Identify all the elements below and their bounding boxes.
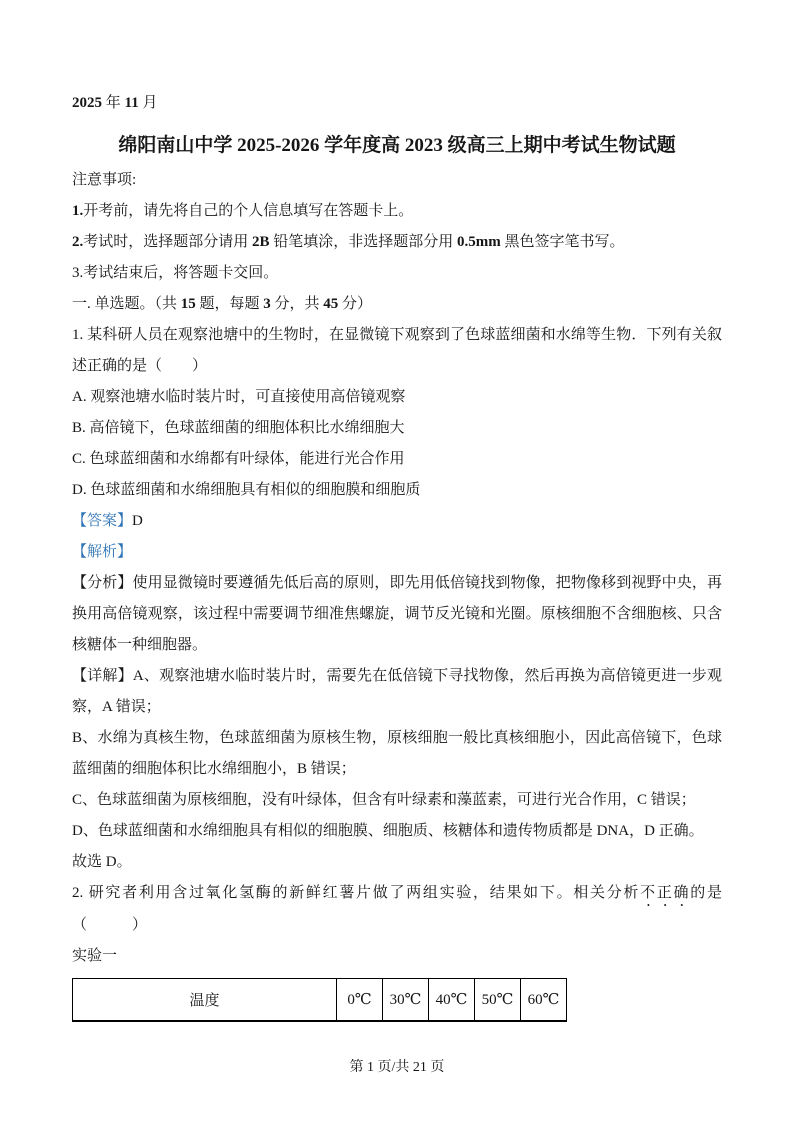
text-segment: 2. 研究者利用含过氧化氢酶的新鲜红薯片做了两组实验，结果如下。相关分析	[72, 885, 641, 901]
text-segment: 题，每题	[195, 296, 264, 312]
text-segment: 15	[180, 296, 196, 312]
table-cell-temp-3: 50℃	[475, 979, 521, 1022]
text-segment: 【答案】	[72, 513, 133, 529]
question-1-detail-d: D、色球蓝细菌和水绵细胞具有相似的细胞膜、细胞质、核糖体和遗传物质都是 DNA，D 正确。	[72, 823, 704, 839]
text-segment: 考试时，选择题部分请用	[83, 234, 253, 250]
question-1-answer-line	[72, 506, 722, 537]
question-1-detail-b: B、水绵为真核生物，色球蓝细菌为原核生物，原核细胞一般比真核细胞小，因此高倍镜下，色球蓝细菌的细胞体积比水绵细胞小，B 错误；	[72, 730, 722, 777]
question-1-analysis: 【分析】使用显微镜时要遵循先低后高的原则，即先用低倍镜找到物像，把物像移到视野中央，再换用高倍镜观察，该过程中需要调节细准焦螺旋，调节反光镜和光圈。原核细胞不含细胞核、只含核糖体一种细胞器。	[72, 575, 722, 653]
text-segment: 年	[102, 95, 125, 111]
temperature-table-row	[73, 979, 567, 1022]
question-1-stem: 1. 某科研人员在观察池塘中的生物时，在显微镜下观察到了色球蓝细菌和水绵等生物．下列有关叙述正确的是（ ）	[72, 327, 722, 374]
notice-item-1	[72, 196, 722, 227]
text-segment: 分，共	[270, 296, 324, 312]
text-segment: 月	[138, 95, 158, 111]
text-segment: 开考前，请先将自己的个人信息填写在答题卡上。	[83, 203, 414, 219]
table-cell-temp-1: 30℃	[383, 979, 429, 1022]
text-segment: 2.	[72, 234, 84, 250]
notice-item-2	[72, 227, 722, 258]
text-segment: 不正确	[640, 885, 691, 901]
question-1-conclusion: 故选 D。	[72, 854, 132, 870]
notice-item-3: 3.考试结束后，将答题卡交回。	[72, 265, 279, 281]
question-1-option-c: C. 色球蓝细菌和水绵都有叶绿体，能进行光合作用	[72, 451, 405, 467]
question-1-detail-c: C、色球蓝细菌为原核细胞，没有叶绿体，但含有叶绿素和藻蓝素，可进行光合作用，C 错误；	[72, 792, 696, 808]
text-segment: 铅笔填涂，非选择题部分用	[269, 234, 458, 250]
section-1-heading	[72, 289, 722, 320]
text-segment: 3	[263, 296, 271, 312]
text-segment: 2B	[252, 234, 270, 250]
table-cell-temp-0: 0℃	[337, 979, 383, 1022]
question-1-option-b: B. 高倍镜下，色球蓝细菌的细胞体积比水绵细胞大	[72, 420, 405, 436]
question-1-detail-a: 【详解】A、观察池塘水临时装片时，需要先在低倍镜下寻找物像，然后再换为高倍镜更进一步观察，A 错误；	[72, 668, 722, 715]
page-footer: 第 1 页/共 21 页	[349, 1060, 445, 1075]
question-2-stem	[72, 878, 722, 941]
table-cell-temp-4: 60℃	[521, 979, 567, 1022]
text-segment: 0.5mm	[457, 234, 501, 250]
table-row-header: 温度	[73, 979, 337, 1022]
text-segment: 2025	[72, 95, 102, 111]
text-segment: 【解析】	[72, 544, 133, 560]
text-segment: 的是（ ）	[72, 885, 722, 933]
text-segment: 一. 单选题。（共	[72, 296, 181, 312]
text-segment: 11	[124, 95, 139, 111]
question-1-option-d: D. 色球蓝细菌和水绵细胞具有相似的细胞膜和细胞质	[72, 482, 421, 498]
text-segment: 1.	[72, 203, 84, 219]
temperature-table	[72, 978, 567, 1022]
experiment-1-label: 实验一	[72, 948, 118, 964]
question-1-analysis-label	[72, 537, 722, 568]
text-segment: 黑色签字笔书写。	[500, 234, 625, 250]
exam-title: 绵阳南山中学 2025-2026 学年度高 2023 级高三上期中考试生物试题	[118, 135, 676, 156]
table-cell-temp-2: 40℃	[429, 979, 475, 1022]
notice-heading: 注意事项:	[72, 172, 137, 188]
text-segment: D	[132, 513, 143, 529]
exam-date	[72, 88, 722, 119]
text-segment: 分）	[338, 296, 373, 312]
text-segment: 45	[323, 296, 339, 312]
exam-document-page	[72, 88, 722, 1083]
question-1-option-a: A. 观察池塘水临时装片时，可直接使用高倍镜观察	[72, 389, 406, 405]
